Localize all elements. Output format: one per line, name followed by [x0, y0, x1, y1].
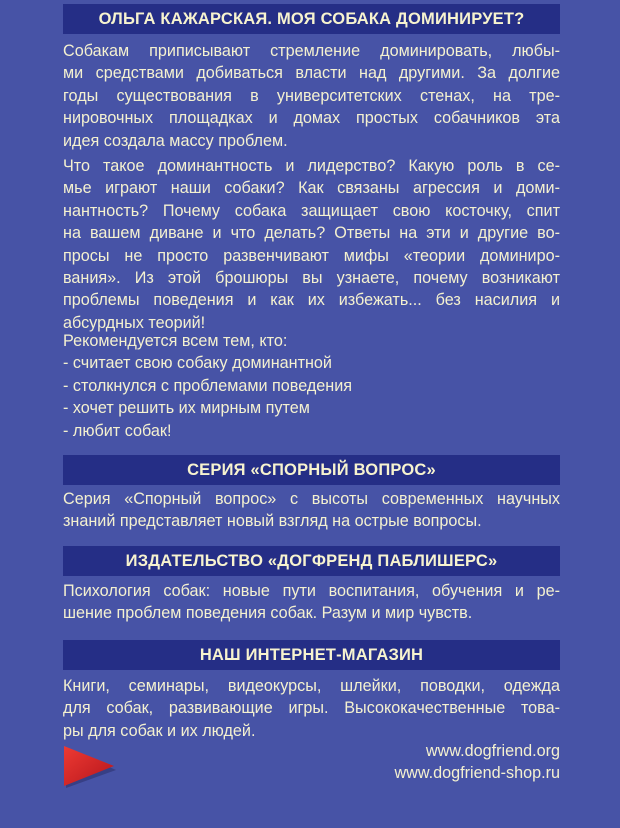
series-title-bar: [63, 455, 560, 485]
intro-paragraph-1: [63, 40, 560, 152]
intro-paragraph-2: [63, 155, 560, 334]
text-line: для собак, развивающие игры. Высококачественные това-: [63, 699, 560, 718]
list-item: - считает свою собаку доминантной: [63, 354, 332, 373]
text-line: Книги, семинары, видеокурсы, шлейки, поводки, одежда: [63, 677, 560, 695]
text-line: нантность? Почему собака защищает свою косточку, спит: [63, 201, 560, 220]
text-line: нировочных площадках и домах простых собачников эта: [63, 109, 560, 128]
website-links: [394, 740, 560, 785]
publisher-title: ИЗДАТЕЛЬСТВО «ДОГФРЕНД ПАБЛИШЕРС»: [125, 552, 498, 570]
text-line: Что такое доминантность и лидерство? Какую роль в се-: [63, 157, 560, 175]
shop-link[interactable]: www.dogfriend-shop.ru: [394, 764, 560, 783]
text-line: ры для собак и их людей.: [63, 721, 256, 740]
shop-title: НАШ ИНТЕРНЕТ-МАГАЗИН: [199, 646, 424, 664]
text-line: просы не просто развенчивают мифы «теории доминиро-: [63, 246, 560, 265]
text-line: шение проблем поведения собак. Разум и мир чувств.: [63, 604, 473, 623]
text-line: абсурдных теорий!: [63, 313, 206, 332]
text-line: Серия «Спорный вопрос» с высоты современных научных: [63, 490, 560, 508]
text-line: ми средствами добиваться власти над другими. За долгие: [63, 64, 560, 83]
list-item: - столкнулся с проблемами поведения: [63, 376, 353, 395]
text-line: на вашем диване и что делать? Ответы на эти и другие во-: [63, 224, 560, 243]
text-line: знаний представляет новый взгляд на острые вопросы.: [63, 512, 482, 531]
text-line: вания». Из этой брошюры вы узнаете, почему возникают: [63, 269, 560, 288]
text-line: Собакам приписывают стремление доминировать, любы-: [63, 42, 560, 60]
list-intro: Рекомендуется всем тем, кто:: [63, 332, 288, 350]
series-title: СЕРИЯ «СПОРНЫЙ ВОПРОС»: [187, 461, 436, 479]
book-title: ОЛЬГА КАЖАРСКАЯ. МОЯ СОБАКА ДОМИНИРУЕТ?: [98, 10, 525, 28]
header-title-bar: [63, 4, 560, 34]
text-line: мье играют наши собаки? Как связаны агрессия и доми-: [63, 179, 560, 198]
series-description: [63, 488, 560, 533]
list-item: - хочет решить их мирным путем: [63, 399, 310, 418]
website-link[interactable]: www.dogfriend.org: [425, 742, 560, 760]
recommendation-list: [63, 330, 560, 442]
shop-description: [63, 675, 560, 742]
red-triangle-arrow-icon: [62, 744, 116, 788]
text-line: годы существования в университетских стенах, на тре-: [63, 86, 560, 105]
publisher-description: [63, 580, 560, 625]
text-line: Психология собак: новые пути воспитания, обучения и ре-: [63, 582, 560, 600]
list-item: - любит собак!: [63, 421, 172, 440]
text-line: проблемы поведения и как их избежать... без насилия и: [63, 291, 560, 310]
publisher-title-bar: [63, 546, 560, 576]
shop-title-bar: [63, 640, 560, 670]
text-line: идея создала массу проблем.: [63, 131, 288, 150]
